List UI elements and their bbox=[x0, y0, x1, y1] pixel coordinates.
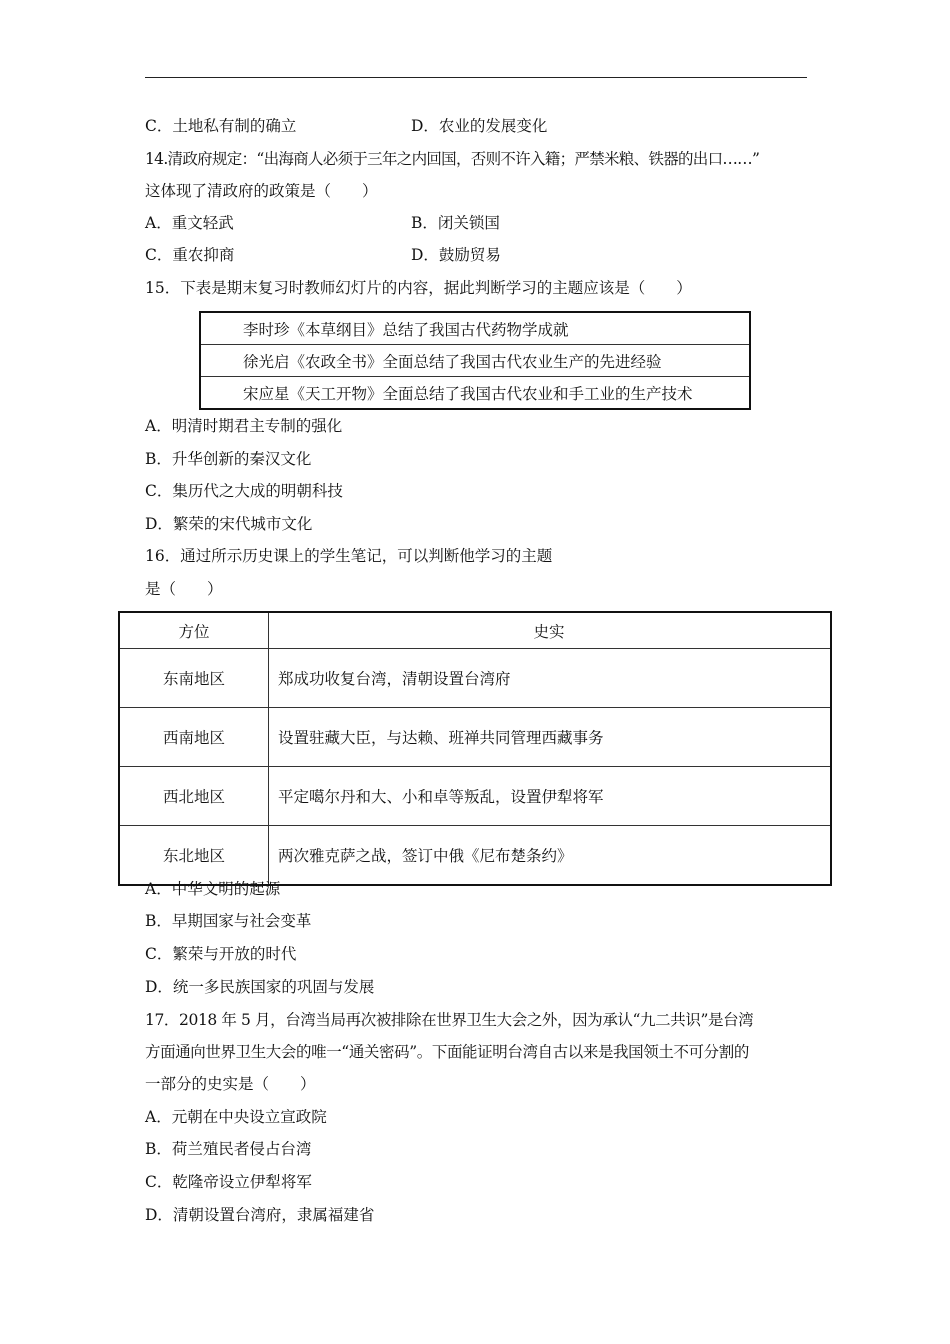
table-cell: 两次雅克萨之战，签订中俄《尼布楚条约》 bbox=[269, 826, 832, 886]
table-row bbox=[200, 377, 750, 410]
q14-option-d: D．鼓励贸易 bbox=[411, 246, 501, 264]
q13-option-d: D．农业的发展变化 bbox=[411, 117, 548, 135]
q16-option-b: B．早期国家与社会变革 bbox=[145, 912, 312, 930]
q17-option-c: C．乾隆帝设立伊犁将军 bbox=[145, 1173, 312, 1191]
q16-option-a: A．中华文明的起源 bbox=[145, 880, 281, 898]
q14-stem: 14.清政府规定：“出海商人必须于三年之内回国，否则不许入籍；严禁米粮、铁器的出口……” bbox=[145, 150, 760, 168]
header-rule bbox=[145, 77, 807, 78]
table-row bbox=[119, 826, 831, 886]
column-header-facts: 史实 bbox=[269, 612, 832, 649]
q15-stem: 15．下表是期末复习时教师幻灯片的内容，据此判断学习的主题应该是（ ） bbox=[145, 279, 692, 297]
q16-notes-table bbox=[118, 611, 832, 886]
q15-option-d: D．繁荣的宋代城市文化 bbox=[145, 515, 313, 533]
q17-stem: 17．2018 年 5 月，台湾当局再次被排除在世界卫生大会之外，因为承认“九二共识”是台湾 bbox=[145, 1011, 754, 1029]
q17-option-a: A．元朝在中央设立宣政院 bbox=[145, 1108, 327, 1126]
q17-option-b: B．荷兰殖民者侵占台湾 bbox=[145, 1140, 312, 1158]
table-row bbox=[119, 708, 831, 767]
table-cell: 东北地区 bbox=[119, 826, 269, 886]
q16-stem-cont: 是（ ） bbox=[145, 580, 223, 598]
q14-option-a: A．重文轻武 bbox=[145, 214, 234, 232]
q17-stem-cont: 方面通向世界卫生大会的唯一“通关密码”。下面能证明台湾自古以来是我国领土不可分割的 bbox=[145, 1043, 749, 1061]
table-cell: 西北地区 bbox=[119, 767, 269, 826]
table-row bbox=[200, 345, 750, 377]
q15-option-b: B．升华创新的秦汉文化 bbox=[145, 450, 312, 468]
table-row bbox=[119, 649, 831, 708]
table-cell: 徐光启《农政全书》全面总结了我国古代农业生产的先进经验 bbox=[200, 345, 750, 377]
table-cell: 西南地区 bbox=[119, 708, 269, 767]
table-cell: 东南地区 bbox=[119, 649, 269, 708]
q15-slide-table bbox=[199, 311, 751, 410]
q14-stem-cont: 这体现了清政府的政策是（ ） bbox=[145, 182, 378, 200]
q15-option-c: C．集历代之大成的明朝科技 bbox=[145, 482, 343, 500]
table-cell: 设置驻藏大臣，与达赖、班禅共同管理西藏事务 bbox=[269, 708, 832, 767]
column-header-direction: 方位 bbox=[119, 612, 269, 649]
table-cell: 李时珍《本草纲目》总结了我国古代药物学成就 bbox=[243, 320, 569, 339]
q14-option-b: B．闭关锁国 bbox=[411, 214, 500, 232]
table-cell: 宋应星《天工开物》全面总结了我国古代农业和手工业的生产技术 bbox=[200, 377, 750, 410]
table-cell: 平定噶尔丹和大、小和卓等叛乱，设置伊犁将军 bbox=[269, 767, 832, 826]
q15-option-a: A．明清时期君主专制的强化 bbox=[145, 417, 343, 435]
q13-option-c: C．土地私有制的确立 bbox=[145, 117, 297, 135]
q16-stem: 16．通过所示历史课上的学生笔记，可以判断他学习的主题 bbox=[145, 547, 553, 565]
q17-option-d: D．清朝设置台湾府，隶属福建省 bbox=[145, 1206, 375, 1224]
q16-option-d: D．统一多民族国家的巩固与发展 bbox=[145, 978, 375, 996]
q14-option-c: C．重农抑商 bbox=[145, 246, 235, 264]
q16-option-c: C．繁荣与开放的时代 bbox=[145, 945, 297, 963]
q17-stem-end: 一部分的史实是（ ） bbox=[145, 1075, 316, 1093]
table-cell: 郑成功收复台湾，清朝设置台湾府 bbox=[269, 649, 832, 708]
table-row bbox=[119, 767, 831, 826]
table-header-row bbox=[119, 612, 831, 649]
table-row bbox=[200, 312, 750, 345]
